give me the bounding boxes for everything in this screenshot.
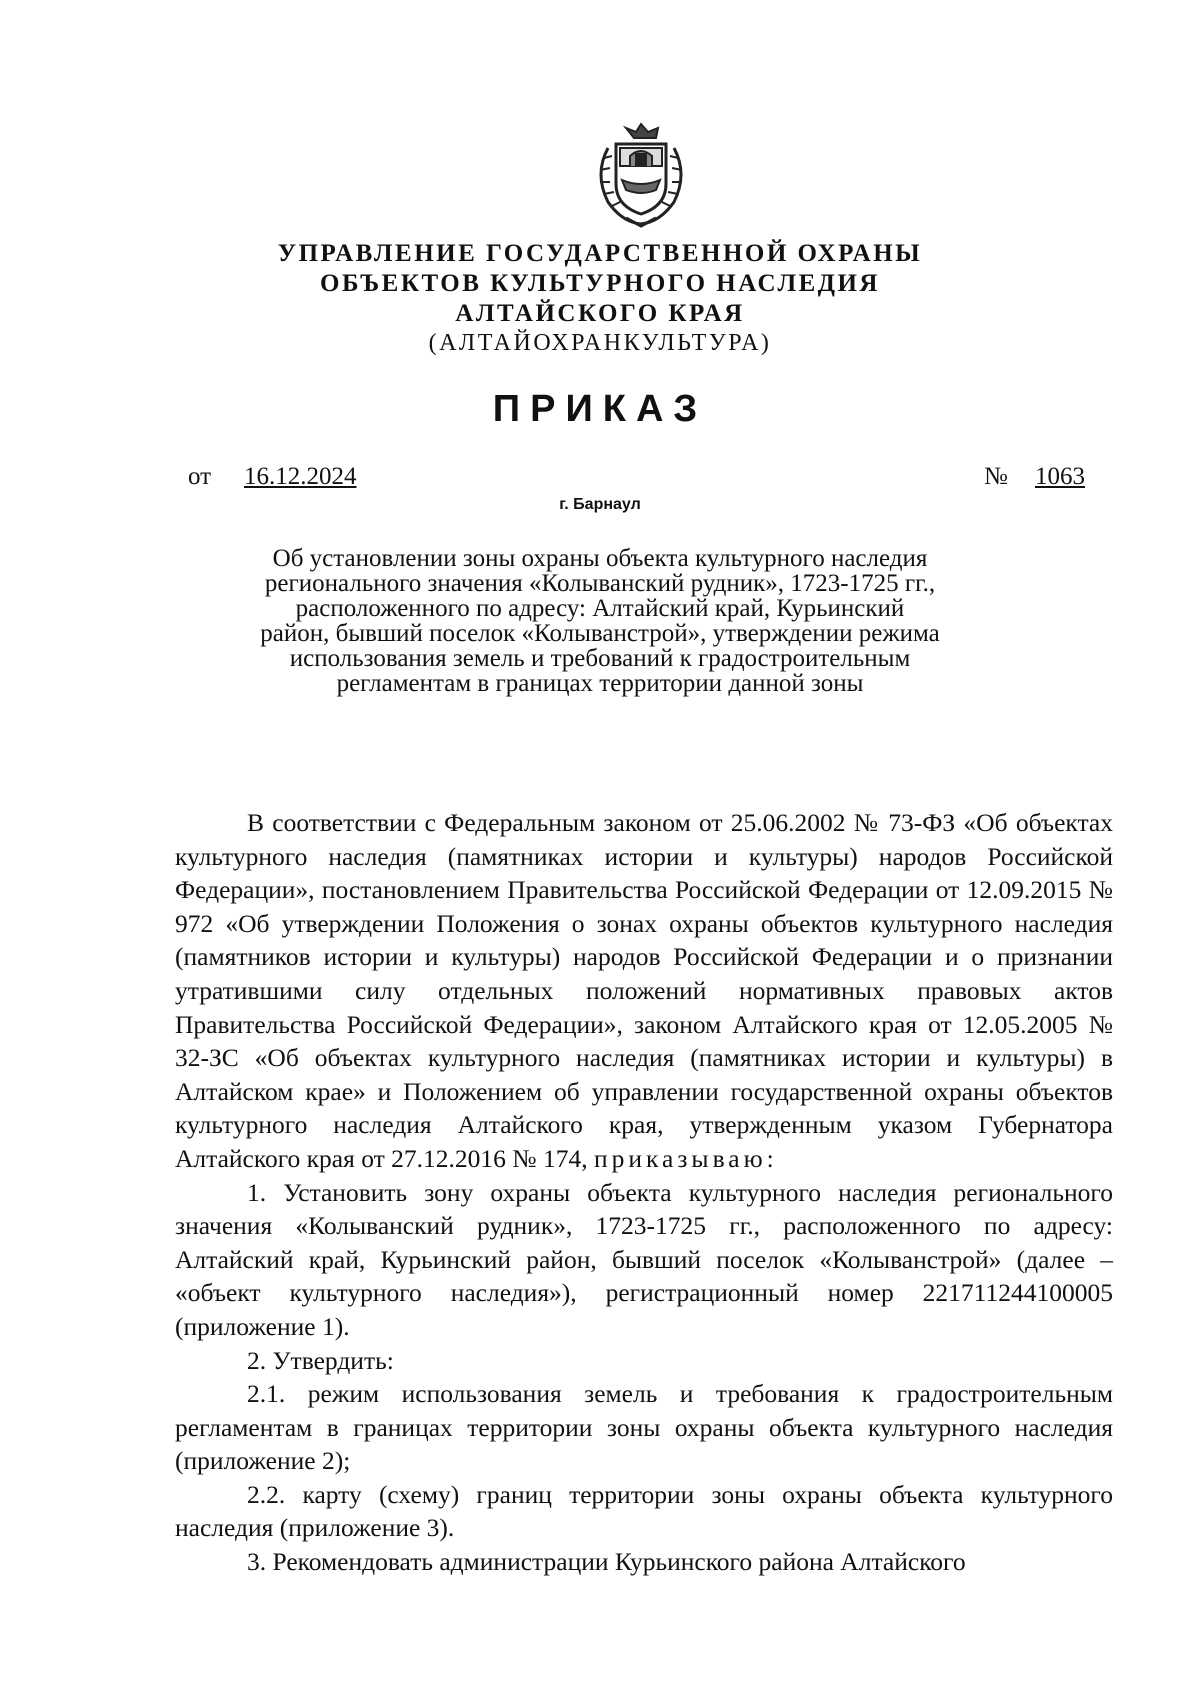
item-3: 3. Рекомендовать администрации Курьинского района Алтайского (247, 1547, 966, 1577)
org-name-line-2: ОБЪЕКТОВ КУЛЬТУРНОГО НАСЛЕДИЯ (320, 270, 880, 297)
document-subject (200, 546, 1000, 696)
subject-line: регионального значения «Колыванский рудник», 1723-1725 гг., (264, 570, 936, 597)
altai-krai-coat-of-arms-icon (586, 118, 696, 230)
number-prefix: № (984, 463, 1008, 490)
document-body (175, 806, 1113, 1579)
document-type-title: ПРИКАЗ (492, 388, 708, 430)
document-number: 1063 (1035, 463, 1085, 490)
order-word: приказываю: (594, 1143, 778, 1173)
org-name-line-1: УПРАВЛЕНИЕ ГОСУДАРСТВЕННОЙ ОХРАНЫ (277, 240, 923, 267)
item-2: 2. Утвердить: (247, 1345, 394, 1375)
subject-line: регламентам в границах территории данной зоны (336, 670, 864, 697)
subject-line: расположенного по адресу: Алтайский край, Курьинский (295, 595, 905, 622)
item-1: 1. Установить зону охраны объекта культурного наследия регионального значения «Колыванский рудник», 1723-1725 гг., расположенного по адресу: Алтайский край, Курьинский район, бывший поселок «Колыванстрой» (далее – «объект культурного наследия»), регистрационный номер 221711244100005 (приложение 1). (175, 1177, 1113, 1341)
subject-line: район, бывший поселок «Колыванстрой», утверждении режима (260, 620, 940, 647)
date-prefix: от (188, 463, 212, 490)
preamble-text: В соответствии с Федеральным законом от 25.06.2002 № 73-ФЗ «Об объектах культурного наследия (памятниках истории и культуры) народов Российской Федерации», постановлением Правительства Российской Федерации от 12.09.2015 № 972 «Об утверждении Положения о зонах охраны объектов культурного наследия (памятников истории и культуры) народов Российской Федерации и о признании утратившими силу отдельных положений нормативных правовых актов Правительства Российской Федерации», законом Алтайского края от 12.05.2005 № 32-ЗС «Об объектах культурного наследия (памятниках истории и культуры) в Алтайском крае» и Положением об управлении государственной охраны объектов культурного наследия Алтайского края, утвержденным указом Губернатора Алтайского края от 27.12.2016 № 174, (175, 808, 1113, 1173)
org-name-line-3: АЛТАЙСКОГО КРАЯ (455, 300, 745, 327)
document-date: 16.12.2024 (244, 463, 357, 490)
preamble-paragraph (175, 806, 1113, 1176)
org-short-name: (АЛТАЙОХРАНКУЛЬТУРА) (428, 330, 772, 356)
subject-line: использования земель и требований к градостроительным (289, 645, 911, 672)
city-name: г. Барнаул (559, 496, 641, 513)
item-2-1: 2.1. режим использования земель и требования к градостроительным регламентам в границах территории зоны охраны объекта культурного наследия (приложение 2); (175, 1379, 1113, 1476)
subject-line: Об установлении зоны охраны объекта культурного наследия (272, 545, 928, 572)
item-2-2: 2.2. карту (схему) границ территории зоны охраны объекта культурного наследия (приложение 3). (175, 1479, 1113, 1543)
